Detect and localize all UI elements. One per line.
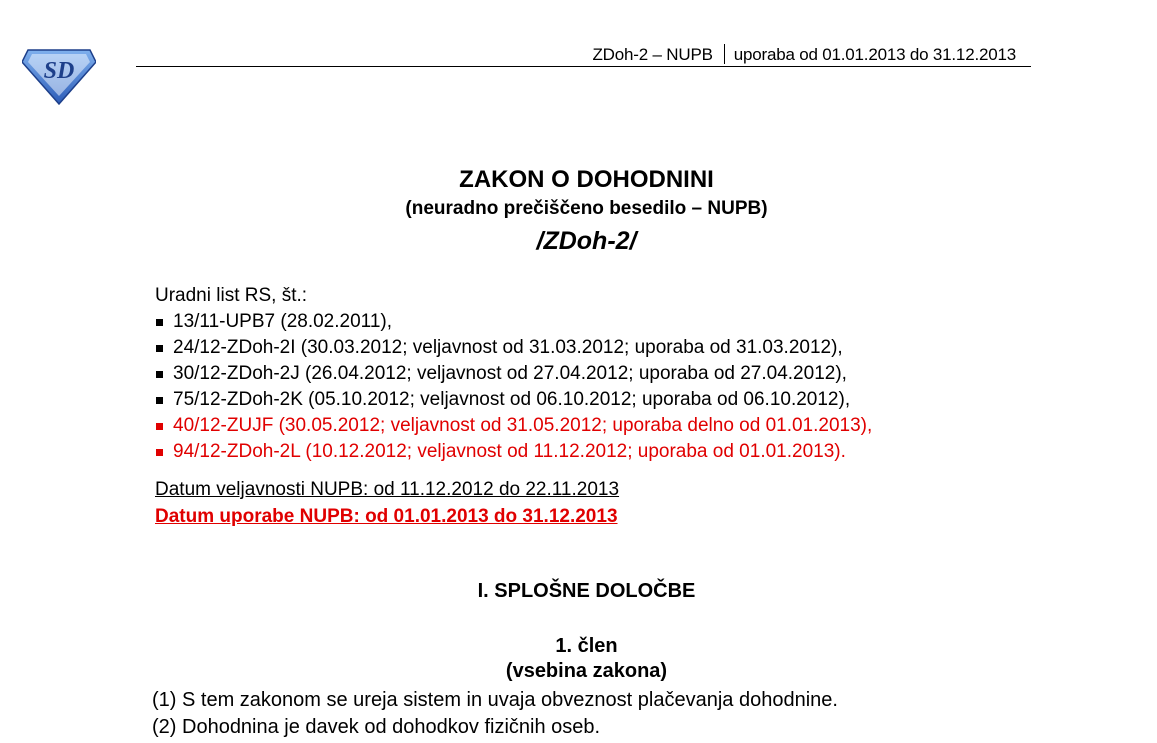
- header-rule: [136, 66, 1031, 67]
- gazette-entry: [155, 361, 872, 387]
- validity-block: [155, 476, 619, 530]
- bullet-icon: [156, 449, 163, 456]
- gazette-entry-text: 30/12-ZDoh-2J (26.04.2012; veljavnost od 27.04.2012; uporaba od 27.04.2012),: [173, 363, 847, 384]
- bullet-icon: [156, 345, 163, 352]
- article-name: (vsebina zakona): [505, 660, 668, 682]
- svg-text:SD: SD: [43, 58, 75, 84]
- use-dates: Datum uporabe NUPB: od 01.01.2013 do 31.12.2013: [155, 506, 618, 527]
- header-law-short: ZDoh-2 – NUPB: [592, 45, 713, 64]
- article-paragraph: (1) S tem zakonom se ureja sistem in uvaja obveznost plačevanja dohodnine.: [152, 689, 838, 711]
- bullet-icon: [156, 371, 163, 378]
- gazette-block: [155, 283, 872, 465]
- gazette-entry: [155, 413, 872, 439]
- gazette-entry-text: 40/12-ZUJF (30.05.2012; veljavnost od 31.05.2012; uporaba delno od 01.01.2013),: [173, 415, 873, 436]
- article-paragraph: (2) Dohodnina je davek od dohodkov fizičnih oseb.: [152, 716, 601, 738]
- gazette-entry-text: 94/12-ZDoh-2L (10.12.2012; veljavnost od 11.12.2012; uporaba od 01.01.2013).: [173, 441, 846, 462]
- bullet-icon: [156, 397, 163, 404]
- document-title: ZAKON O DOHODNINI: [459, 166, 714, 193]
- article-paragraphs: [152, 687, 838, 741]
- gazette-entry-text: 24/12-ZDoh-2I (30.03.2012; veljavnost od 31.03.2012; uporaba od 31.03.2012),: [173, 337, 843, 358]
- header-applicability: uporaba od 01.01.2013 do 31.12.2013: [733, 45, 1016, 64]
- gazette-entry: [155, 335, 872, 361]
- gazette-label: Uradni list RS, št.:: [155, 285, 308, 306]
- page-header: [0, 44, 1016, 65]
- header-separator: [724, 44, 725, 64]
- gazette-entry-text: 75/12-ZDoh-2K (05.10.2012; veljavnost od 06.10.2012; uporaba od 06.10.2012),: [173, 389, 851, 410]
- gazette-list: [155, 309, 872, 465]
- section-heading: I. SPLOŠNE DOLOČBE: [477, 580, 696, 602]
- article-number: 1. člen: [555, 635, 618, 657]
- gazette-entry: [155, 309, 872, 335]
- gazette-entry-text: 13/11-UPB7 (28.02.2011),: [173, 311, 392, 332]
- bullet-icon: [156, 423, 163, 430]
- gazette-entry: [155, 387, 872, 413]
- validity-dates: Datum veljavnosti NUPB: od 11.12.2012 do 22.11.2013: [155, 479, 620, 500]
- document-subtitle: (neuradno prečiščeno besedilo – NUPB): [405, 198, 768, 219]
- bullet-icon: [156, 319, 163, 326]
- document-abbreviation: /ZDoh-2/: [536, 227, 637, 255]
- gazette-entry: [155, 439, 872, 465]
